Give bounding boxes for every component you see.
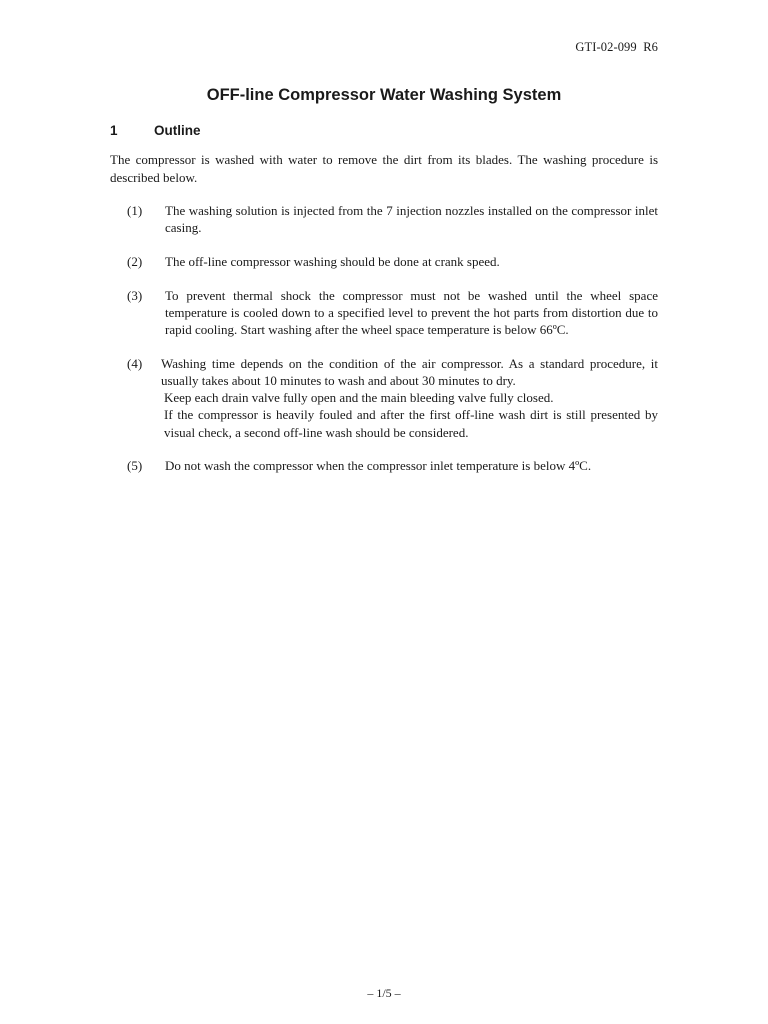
item-line: Keep each drain valve fully open and the main bleeding valve fully closed. [164, 390, 554, 406]
item-text [165, 202, 658, 236]
item-marker: (5) [127, 458, 143, 474]
procedure-item-1 [110, 202, 658, 236]
section-heading [110, 123, 201, 138]
item-line: Do not wash the compressor when the compressor inlet temperature is below 4ºC. [165, 458, 592, 474]
item-text [165, 457, 658, 474]
item-line: If the compressor is heavily fouled and after the first off-line wash dirt is still presented by visual check, a second off-line wash should be considered. [164, 407, 658, 440]
page-number: – 1/5 – [367, 986, 401, 1000]
section-number: 1 [110, 123, 118, 138]
item-line: To prevent thermal shock the compressor must not be washed until the wheel space temperature is cooled down to a specified level to prevent the hot parts from distortion due to rapid cooling. Start washing after the wheel space temperature is below 66ºC. [165, 287, 658, 338]
item-line: The off-line compressor washing should be done at crank speed. [165, 253, 500, 269]
procedure-list [110, 202, 658, 491]
procedure-item-5 [110, 457, 658, 474]
section-title: Outline [154, 123, 201, 138]
document-title: OFF-line Compressor Water Washing System [206, 86, 562, 104]
item-marker: (4) [127, 355, 143, 371]
procedure-item-3 [110, 287, 658, 339]
procedure-item-4 [110, 355, 658, 441]
item-line: The washing solution is injected from the 7 injection nozzles installed on the compressor inlet casing. [165, 203, 658, 236]
item-marker: (3) [127, 287, 143, 303]
item-text [165, 253, 658, 270]
document-id: GTI-02-099 R6 [575, 40, 658, 54]
item-text [165, 287, 658, 339]
item-line: Washing time depends on the condition of the air compressor. As a standard procedure, it usually takes about 10 minutes to wash and about 30 minutes to dry. [161, 355, 658, 388]
item-marker: (1) [127, 203, 143, 218]
item-text [161, 355, 658, 441]
procedure-item-2 [110, 253, 658, 270]
item-marker: (2) [127, 253, 143, 269]
intro-paragraph: The compressor is washed with water to remove the dirt from its blades. The washing procedure is described below. [110, 152, 658, 185]
